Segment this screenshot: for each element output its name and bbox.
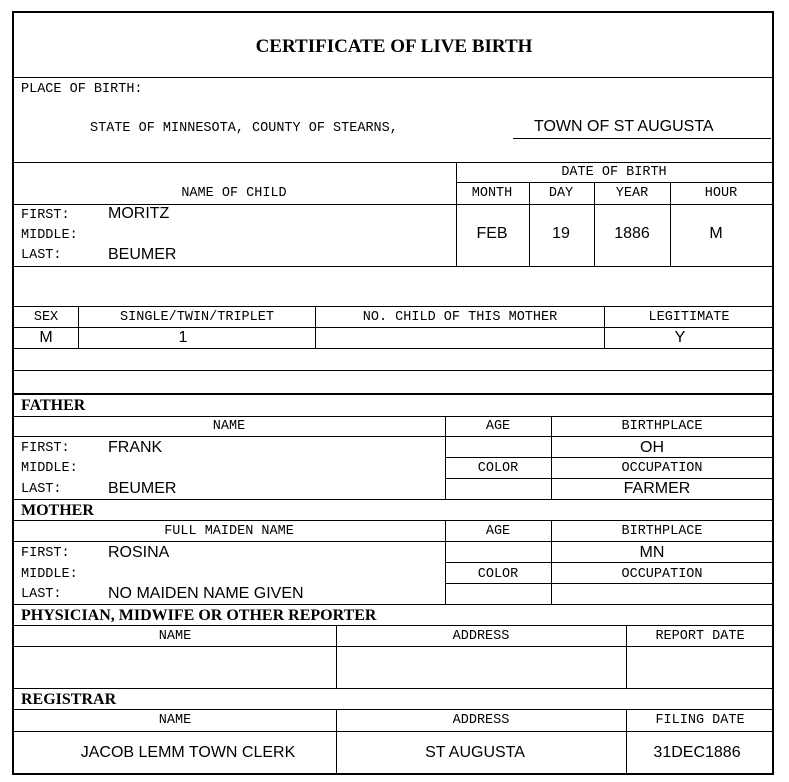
- name-of-child-header: NAME OF CHILD: [181, 186, 287, 201]
- father-last-name: BEUMER: [108, 480, 177, 497]
- rule: [13, 688, 773, 689]
- father-occupation-value: FARMER: [623, 480, 691, 497]
- mother-last-label: LAST:: [21, 587, 62, 602]
- mother-last-name: NO MAIDEN NAME GIVEN: [108, 585, 304, 602]
- rule: [594, 182, 595, 266]
- rule: [604, 306, 605, 348]
- sex-value: M: [39, 329, 53, 346]
- rule: [445, 583, 773, 584]
- rule: [336, 625, 337, 688]
- report-date-header: REPORT DATE: [655, 629, 745, 644]
- mother-occupation-header: OCCUPATION: [621, 567, 703, 582]
- mother-birthplace-value: MN: [639, 544, 665, 561]
- registrar-address-value: ST AUGUSTA: [425, 744, 525, 761]
- rule: [13, 370, 773, 371]
- rule: [456, 162, 457, 266]
- date-of-birth-label: DATE OF BIRTH: [561, 165, 667, 180]
- father-first-label: FIRST:: [21, 441, 70, 456]
- rule: [13, 416, 773, 417]
- state-county-text: STATE OF MINNESOTA, COUNTY OF STEARNS,: [90, 121, 398, 136]
- father-first-name: FRANK: [108, 439, 163, 456]
- physician-name-header: NAME: [158, 629, 192, 644]
- rule: [445, 562, 773, 563]
- mother-name-header: FULL MAIDEN NAME: [164, 524, 294, 539]
- rule: [13, 77, 773, 78]
- rule: [13, 646, 773, 647]
- day-header: DAY: [548, 186, 574, 201]
- mother-section-title: MOTHER: [21, 502, 94, 519]
- rule: [445, 457, 773, 458]
- rule: [13, 436, 773, 437]
- rule: [551, 520, 552, 604]
- father-birthplace-header: BIRTHPLACE: [621, 419, 703, 434]
- legitimate-value: Y: [674, 329, 686, 346]
- registrar-address-header: ADDRESS: [452, 713, 510, 728]
- plurality-header: SINGLE/TWIN/TRIPLET: [120, 310, 274, 325]
- rule: [13, 604, 773, 605]
- sex-header: SEX: [33, 310, 59, 325]
- birth-year-value: 1886: [614, 225, 650, 242]
- child-first-label: FIRST:: [21, 208, 70, 223]
- rule: [13, 625, 773, 626]
- rule: [13, 731, 773, 732]
- father-color-header: COLOR: [477, 461, 519, 476]
- child-middle-label: MIDDLE:: [21, 228, 78, 243]
- rule: [336, 709, 337, 775]
- mother-birthplace-header: BIRTHPLACE: [621, 524, 703, 539]
- registrar-section-title: REGISTRAR: [21, 691, 117, 708]
- father-occupation-header: OCCUPATION: [621, 461, 703, 476]
- rule: [13, 348, 773, 349]
- rule: [13, 393, 773, 395]
- father-section-title: FATHER: [21, 397, 86, 414]
- mother-age-header: AGE: [485, 524, 511, 539]
- father-last-label: LAST:: [21, 482, 62, 497]
- rule: [456, 182, 773, 183]
- rule: [445, 416, 446, 499]
- month-header: MONTH: [471, 186, 513, 201]
- rule: [13, 499, 773, 500]
- year-header: YEAR: [615, 186, 649, 201]
- plurality-value: 1: [178, 329, 188, 346]
- physician-address-header: ADDRESS: [452, 629, 510, 644]
- mother-middle-label: MIDDLE:: [21, 567, 78, 582]
- rule: [13, 306, 773, 307]
- father-middle-label: MIDDLE:: [21, 461, 78, 476]
- registrar-name-value: JACOB LEMM TOWN CLERK: [80, 744, 296, 761]
- place-of-birth-label: PLACE OF BIRTH:: [21, 82, 143, 97]
- filing-date-value: 31DEC1886: [653, 744, 741, 761]
- rule: [78, 306, 79, 348]
- rule: [13, 266, 773, 267]
- rule: [626, 709, 627, 775]
- rule: [529, 182, 530, 266]
- filing-date-header: FILING DATE: [655, 713, 745, 728]
- rule: [445, 478, 773, 479]
- rule: [626, 625, 627, 688]
- father-age-header: AGE: [485, 419, 511, 434]
- rule: [13, 541, 773, 542]
- rule: [13, 327, 773, 328]
- legitimate-header: LEGITIMATE: [648, 310, 730, 325]
- child-first-name: MORITZ: [108, 205, 170, 222]
- child-last-label: LAST:: [21, 248, 62, 263]
- town-underline: [513, 138, 771, 139]
- hour-header: HOUR: [704, 186, 738, 201]
- birth-day-value: 19: [552, 225, 570, 242]
- mother-color-header: COLOR: [477, 567, 519, 582]
- certificate-title: CERTIFICATE OF LIVE BIRTH: [255, 36, 533, 57]
- rule: [13, 709, 773, 710]
- birth-hour-value: M: [709, 225, 723, 242]
- child-number-header: NO. CHILD OF THIS MOTHER: [362, 310, 558, 325]
- physician-section-title: PHYSICIAN, MIDWIFE OR OTHER REPORTER: [21, 607, 377, 624]
- rule: [670, 182, 671, 266]
- mother-first-label: FIRST:: [21, 546, 70, 561]
- rule: [445, 520, 446, 604]
- father-birthplace-value: OH: [640, 439, 664, 456]
- father-name-header: NAME: [212, 419, 246, 434]
- registrar-name-header: NAME: [158, 713, 192, 728]
- birth-month-value: FEB: [476, 225, 508, 242]
- rule: [551, 416, 552, 499]
- rule: [315, 306, 316, 348]
- mother-first-name: ROSINA: [108, 544, 170, 561]
- rule: [13, 162, 773, 163]
- town-value: TOWN OF ST AUGUSTA: [534, 118, 714, 135]
- child-last-name: BEUMER: [108, 246, 177, 263]
- rule: [13, 520, 773, 521]
